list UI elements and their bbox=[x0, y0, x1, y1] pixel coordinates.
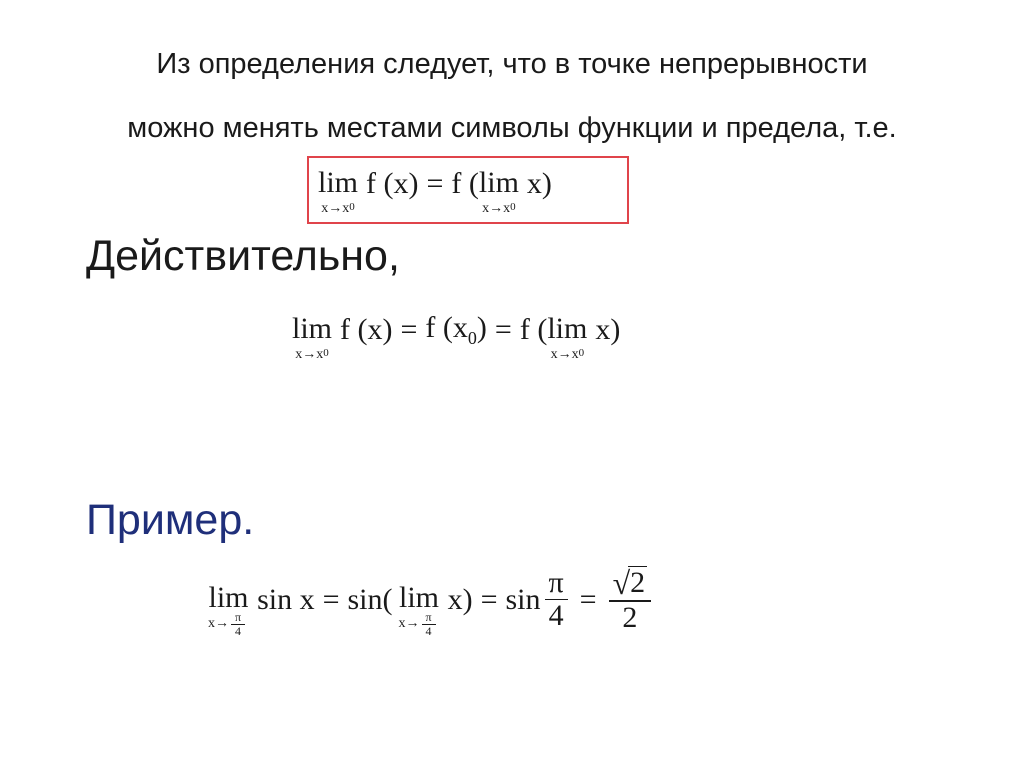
rhs-close: x) bbox=[526, 167, 552, 200]
intro-line-1: Из определения следует, что в точке непрерывности bbox=[156, 48, 868, 80]
proof-formula bbox=[292, 306, 621, 362]
lhs-expression: sin x bbox=[257, 582, 315, 616]
limit-subscript: x → $\frac{\pi}{4}$ bbox=[208, 617, 249, 643]
boxed-formula bbox=[318, 160, 552, 216]
example-formula bbox=[208, 564, 655, 639]
equals-sign: = bbox=[579, 582, 597, 616]
square-root: √ 2 bbox=[612, 564, 646, 601]
example-heading: Пример. bbox=[86, 496, 255, 544]
limit-operator bbox=[547, 314, 587, 362]
rhs-open: f ( bbox=[451, 167, 479, 200]
equals-sign: = bbox=[480, 582, 498, 616]
equals-sign: = bbox=[494, 313, 512, 346]
limit-subscript: x → x 0 bbox=[482, 201, 516, 216]
pi-over-four: $\frac{\pi}{4}$ bbox=[422, 611, 436, 637]
pi-over-four-fraction: $\frac{\pi}{4}$ bbox=[545, 567, 568, 632]
lim-word: lim bbox=[547, 312, 588, 345]
limit-operator bbox=[399, 583, 440, 643]
lim-word: lim bbox=[318, 166, 359, 199]
rhs-open: f ( bbox=[519, 313, 548, 346]
middle-expression: f $(x_0)$ bbox=[425, 311, 487, 348]
mid-open: sin( bbox=[347, 582, 393, 616]
equals-sign: = bbox=[426, 167, 444, 200]
lhs-expression: f (x) bbox=[340, 313, 393, 346]
limit-subscript: x → x 0 bbox=[295, 347, 329, 362]
limit-operator bbox=[292, 314, 332, 362]
limit-subscript: x → $\frac{\pi}{4}$ bbox=[399, 617, 440, 643]
equals-sign: = bbox=[400, 313, 418, 346]
limit-operator bbox=[318, 168, 358, 216]
equals-sign: = bbox=[322, 582, 340, 616]
lim-word: lim bbox=[208, 581, 249, 615]
limit-subscript: x → x 0 bbox=[321, 201, 355, 216]
proof-heading: Действительно, bbox=[86, 232, 400, 280]
sin-word: sin bbox=[505, 582, 541, 616]
limit-subscript: x → x 0 bbox=[550, 347, 585, 362]
lim-word: lim bbox=[478, 166, 519, 199]
rhs-close: x) bbox=[595, 313, 621, 346]
limit-operator bbox=[479, 168, 519, 216]
limit-operator bbox=[208, 583, 249, 643]
intro-line-2: можно менять местами символы функции и предела, т.е. bbox=[127, 112, 897, 144]
sqrt2-over-2-fraction: √ 2 2 bbox=[609, 566, 652, 633]
lim-word: lim bbox=[399, 581, 440, 615]
pi-over-four: $\frac{\pi}{4}$ bbox=[231, 611, 245, 637]
lhs-expression: f (x) bbox=[366, 167, 419, 200]
lim-word: lim bbox=[292, 312, 333, 345]
mid-close: x) bbox=[447, 582, 473, 616]
